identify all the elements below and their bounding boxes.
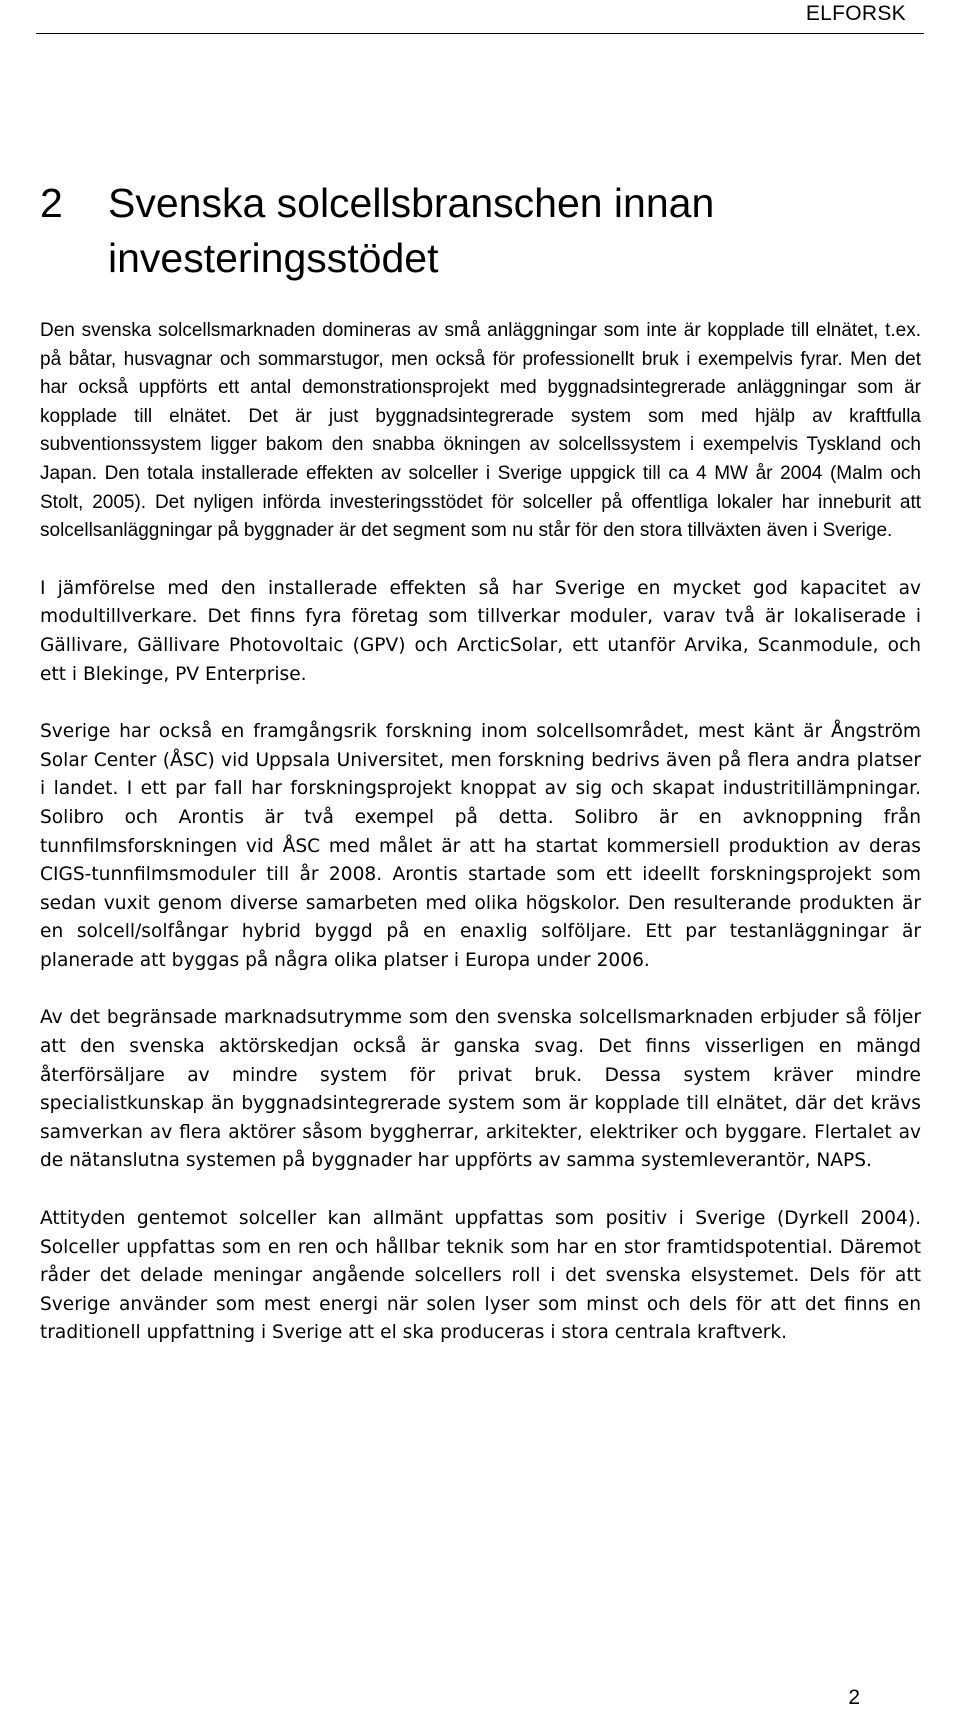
chapter-heading xyxy=(40,176,920,286)
paragraph-3: Sverige har också en framgångsrik forskning inom solcellsområdet, mest känt är Ångström Solar Center (ÅSC) vid Uppsala Universitet, men forskning bedrivs även på flera andra platser i landet. I ett par fall har forskningsprojekt knoppat av sig och skapat industritillämpningar. Solibro och Arontis är två exempel på detta. Solibro är en avknoppning från tunnfilmsforskningen vid ÅSC med målet är att ha startat kommersiell produktion av deras CIGS-tunnfilmsmoduler till år 2008. Arontis startade som ett ideellt forskningsprojekt som sedan vuxit genom diverse samarbeten med olika högskolor. Den resulterande produkten är en solcell/solfångar hybrid byggd på en enaxlig solföljare. Ett par testanläggningar är planerade att byggas på några olika platser i Europa under 2006. xyxy=(40,721,921,971)
chapter-title: Svenska solcellsbranschen innan investeringsstödet xyxy=(108,180,715,281)
body-text xyxy=(40,317,921,1348)
paragraph-4: Av det begränsade marknadsutrymme som den svenska solcellsmarknaden erbjuder så följer att den svenska aktörskedjan också är ganska svag. Det finns visserligen en mängd återförsäljare av mindre system för privat bruk. Dessa system kräver mindre specialistkunskap än byggnadsintegrerade system som är kopplade till elnätet, där det krävs samverkan av flera aktörer såsom byggherrar, arkitekter, elektriker och byggare. Flertalet av de nätanslutna systemen på byggnader har uppförts av samma systemleverantör, NAPS. xyxy=(40,1007,921,1172)
header-divider xyxy=(36,33,924,34)
paragraph-2: I jämförelse med den installerade effekten så har Sverige en mycket god kapacitet av modultillverkare. Det finns fyra företag som tillverkar moduler, varav två är lokaliserade i Gällivare, Gällivare Photovoltaic (GPV) och ArcticSolar, ett utanför Arvika, Scanmodule, och ett i Blekinge, PV Enterprise. xyxy=(40,577,921,685)
chapter-number: 2 xyxy=(40,180,63,226)
paragraph-1: Den svenska solcellsmarknaden domineras av små anläggningar som inte är kopplade till elnätet, t.ex. på båtar, husvagnar och sommarstugor, men också för professionellt bruk i exempelvis fyrar. Men det har också uppförts ett antal demonstrationsprojekt med byggnadsintegrerade anläggningar som är kopplade till elnätet. Det är just byggnadsintegrerade system som med hjälp av kraftfulla subventionssystem ligger bakom den snabba ökningen av solcellssystem i exempelvis Tyskland och Japan. Den totala installerade effekten av solceller i Sverige uppgick till ca 4 MW år 2004 (Malm och Stolt, 2005). Det nyligen införda investeringsstödet för solceller på offentliga lokaler har inneburit att solcellsanläggningar på byggnader är det segment som nu står för den stora tillväxten även i Sverige. xyxy=(40,320,921,542)
paragraph-5: Attityden gentemot solceller kan allmänt uppfattas som positiv i Sverige (Dyrkell 2004). Solceller uppfattas som en ren och hållbar teknik som har en stor framtidspotential. Däremot råder det delade meningar angående solcellers roll i det svenska elsystemet. Dels för att Sverige använder som mest energi när solen lyser som minst och dels för att det finns en traditionell uppfattning i Sverige att el ska produceras i stora centrala kraftverk. xyxy=(40,1208,921,1344)
running-header: ELFORSK xyxy=(805,2,906,25)
page-number: 2 xyxy=(848,1686,860,1709)
